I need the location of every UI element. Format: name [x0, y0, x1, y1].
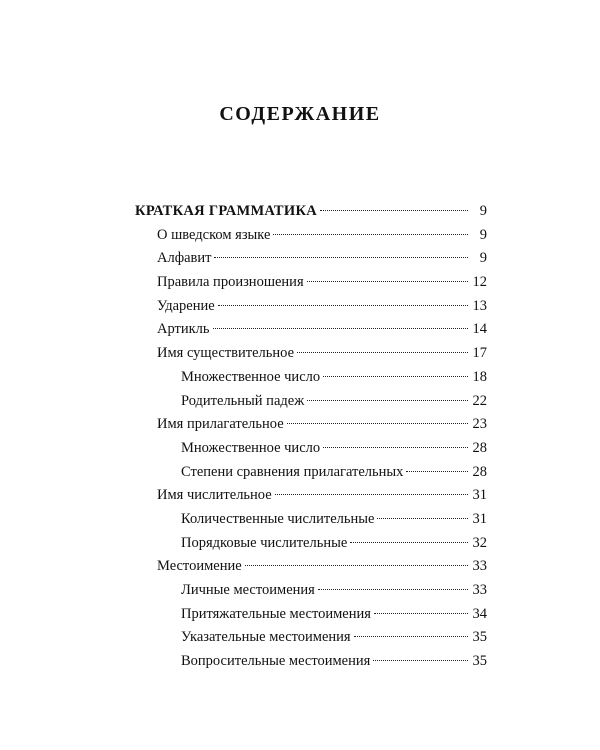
toc-entry-page: 22 [472, 392, 487, 409]
toc-entry[interactable] [135, 579, 487, 603]
dot-leader [318, 589, 468, 590]
toc-entry-page: 35 [472, 653, 487, 670]
dot-leader [273, 234, 468, 235]
toc-entry[interactable] [135, 508, 487, 532]
dot-leader [213, 328, 468, 329]
toc-entry-page: 23 [472, 416, 487, 433]
dot-leader [373, 660, 468, 661]
toc-entry-label: Указательные местоимения [181, 629, 351, 646]
toc-entry[interactable] [135, 603, 487, 627]
toc-entry-label: Родительный падеж [181, 392, 305, 409]
dot-leader [214, 257, 468, 258]
toc-entry-page: 14 [472, 321, 487, 338]
toc-entry[interactable] [135, 200, 487, 224]
dot-leader [377, 518, 468, 519]
dot-leader [287, 423, 468, 424]
toc-entry-page: 32 [472, 534, 487, 551]
toc-entry-label: Множественное число [181, 368, 321, 385]
toc-entry[interactable] [135, 318, 487, 342]
toc-entry-label: Правила произношения [157, 274, 304, 291]
toc-entry[interactable] [135, 295, 487, 319]
dot-leader [374, 613, 468, 614]
toc-entry-label: Личные местоимения [181, 582, 315, 598]
toc-entry-page: 17 [472, 345, 487, 362]
toc-entry-label: Множественное число [181, 439, 321, 456]
dot-leader [307, 281, 468, 282]
toc-entry-label: Имя существительное [157, 345, 295, 362]
toc-entry[interactable] [135, 390, 487, 414]
toc-entry[interactable] [135, 413, 487, 437]
dot-leader [354, 636, 468, 637]
toc-entry-label: Количественные числительные [181, 510, 375, 527]
dot-leader [297, 352, 468, 353]
toc-entry-label: Имя числительное [157, 487, 272, 504]
toc-entry-page: 28 [472, 463, 487, 480]
toc-entry[interactable] [135, 484, 487, 508]
toc-entry[interactable] [135, 247, 487, 271]
toc-entry-label: КРАТКАЯ ГРАММАТИКА [135, 203, 318, 219]
page-title: СОДЕРЖАНИЕ [219, 103, 381, 125]
toc-entry-label: Артикль [157, 321, 210, 338]
toc-entry[interactable] [135, 555, 487, 579]
toc-entry-label: Порядковые числительные [181, 534, 348, 551]
toc-entry-page: 33 [472, 558, 487, 575]
toc-entry[interactable] [135, 650, 487, 674]
toc-entry[interactable] [135, 437, 487, 461]
toc-entry-page: 35 [472, 629, 487, 646]
toc-entry-page: 9 [479, 250, 487, 267]
toc-entry-label: Ударение [157, 297, 215, 314]
toc-entry-page: 31 [472, 510, 487, 527]
toc-entry-label: Алфавит [157, 250, 212, 267]
toc-entry-page: 9 [479, 203, 487, 219]
toc-entry-page: 13 [472, 297, 487, 314]
toc-entry-label: Притяжательные местоимения [181, 605, 371, 622]
dot-leader [323, 376, 468, 377]
dot-leader [218, 305, 468, 306]
dot-leader [245, 565, 468, 566]
dot-leader [323, 447, 468, 448]
toc-entry[interactable] [135, 271, 487, 295]
toc-entry[interactable] [135, 461, 487, 485]
toc-entry-page: 33 [472, 582, 487, 598]
toc-entry[interactable] [135, 342, 487, 366]
toc-entry-page: 34 [472, 605, 487, 622]
toc-entry[interactable] [135, 224, 487, 248]
toc-entry-page: 28 [472, 439, 487, 456]
toc-entry-label: Местоимение [157, 558, 242, 575]
dot-leader [275, 494, 468, 495]
table-of-contents [135, 200, 487, 674]
toc-entry-page: 18 [472, 368, 487, 385]
toc-entry-label: Степени сравнения прилагательных [181, 463, 404, 480]
toc-entry-page: 9 [479, 226, 487, 243]
toc-entry[interactable] [135, 532, 487, 556]
dot-leader [406, 471, 468, 472]
dot-leader [320, 210, 468, 211]
dot-leader [307, 400, 468, 401]
toc-entry-label: О шведском языке [157, 226, 271, 243]
toc-entry-label: Имя прилагательное [157, 416, 284, 433]
toc-entry-label: Вопросительные местоимения [181, 653, 371, 670]
toc-entry[interactable] [135, 366, 487, 390]
toc-entry-page: 12 [472, 274, 487, 291]
toc-entry-page: 31 [472, 487, 487, 504]
dot-leader [350, 542, 468, 543]
toc-entry[interactable] [135, 626, 487, 650]
